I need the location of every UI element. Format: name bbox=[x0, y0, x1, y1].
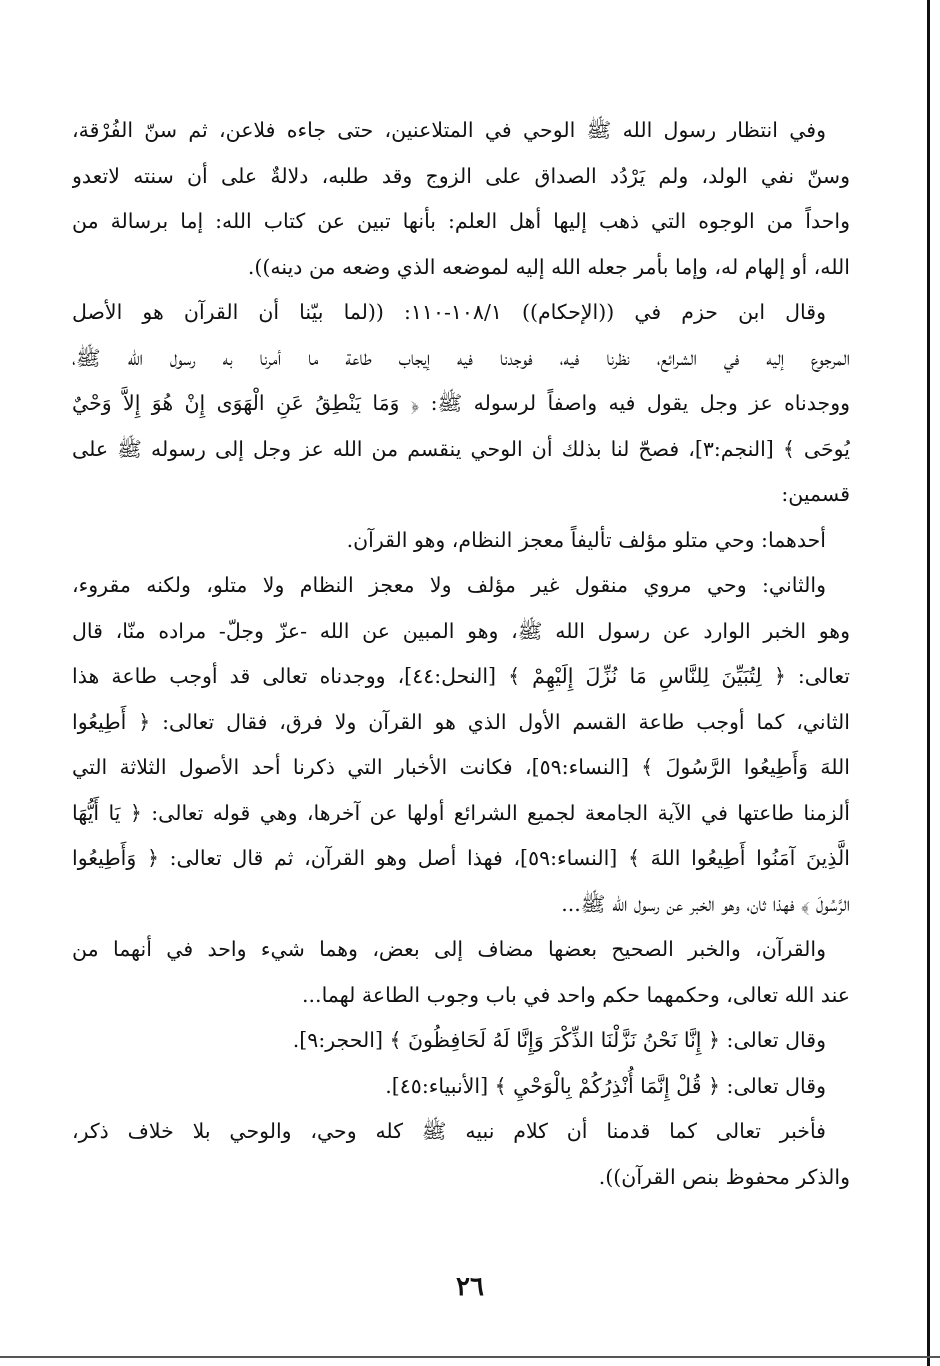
text-line: تعالى: ﴿ لِتُبَيِّنَ لِلنَّاسِ مَا نُزِّلَ إِلَيْهِمْ ﴾ [النحل:٤٤]، ووجدناه تعالى قد أوجب طاعة هذا bbox=[72, 664, 850, 688]
text-line: اللهَ وَأَطِيعُوا الرَّسُولَ ﴾ [النساء:٥٩]، فكانت الأخبار التي ذكرنا أحد الأصول الثلاثة التي bbox=[72, 755, 850, 779]
text-line: فأخبر تعالى كما قدمنا أن كلام نبيه ﷺ كله وحي، والوحي بلا خلاف ذكر، bbox=[72, 1119, 826, 1143]
page-number: ٢٦ bbox=[456, 1272, 484, 1302]
text-line: عند الله تعالى، وحكمهما حكم واحد في باب وجوب الطاعة لهما... bbox=[302, 982, 850, 1007]
text-line: والقرآن، والخبر الصحيح بعضها مضاف إلى بعض، وهما شيء واحد في أنهما من bbox=[72, 937, 826, 961]
body-text bbox=[72, 108, 850, 1200]
text-line: واحداً من الوجوه التي ذهب إليها أهل العلم: بأنها تبين عن كتاب الله: إما برسالة من bbox=[72, 209, 850, 233]
text-line: الَّذِينَ آمَنُوا أَطِيعُوا اللهَ ﴾ [النساء:٥٩]، فهذا أصل وهو القرآن، ثم قال تعالى: ﴿ وَأَطِيعُوا bbox=[72, 846, 850, 870]
text-line: وقال تعالى: ﴿ قُلْ إِنَّمَا أُنْذِرُكُمْ بِالْوَحْيِ ﴾ [الأنبياء:٤٥]. bbox=[385, 1073, 826, 1098]
text-line: أحدهما: وحي متلو مؤلف تأليفاً معجز النظام، وهو القرآن. bbox=[346, 527, 826, 552]
text-line: ووجدناه عز وجل يقول فيه واصفاً لرسوله ﷺ: ﴿ وَمَا يَنْطِقُ عَنِ الْهَوَى إِنْ هُوَ إِلاَّ وَحْيٌ bbox=[72, 391, 850, 415]
text-line: ألزمنا طاعتها في الآية الجامعة لجميع الشرائع أولها عن آخرها، وهي قوله تعالى: ﴿ يَا أَيُّهَا bbox=[72, 800, 850, 825]
text-line: يُوحَى ﴾ [النجم:٣]، فصحّ لنا بذلك أن الوحي ينقسم من الله عز وجل إلى رسوله ﷺ على bbox=[72, 436, 850, 461]
text-line: الله، أو إلهام له، وإما بأمر جعله الله إليه لموضعه الذي وضعه من دينه)). bbox=[247, 254, 850, 279]
text-line: المرجوع إليه في الشرائع، نظرنا فيه، فوجدنا فيه إيجاب طاعة ما أمرنا به رسول الله ﷺ، bbox=[72, 345, 850, 370]
text-line: قسمين: bbox=[781, 482, 850, 506]
text-line: وسنّ نفي الولد، ولم يَرْدُد الصداق على الزوج وقد طلبه، دلالةٌ على أن سنته لاتعدو bbox=[72, 163, 850, 188]
text-line: وقال ابن حزم في ((الإحكام)) ١٠٨/١-١١٠: ((لما بيّنا أن القرآن هو الأصل bbox=[72, 300, 826, 324]
text-line: والثاني: وحي مروي منقول غير مؤلف ولا معجز النظام ولا متلو، ولكنه مقروء، bbox=[72, 573, 826, 597]
text-line: والذكر محفوظ بنص القرآن)). bbox=[598, 1164, 850, 1189]
text-line: وهو الخبر الوارد عن رسول الله ﷺ، وهو المبين عن الله -عزّ وجلّ- مراده منّا، قال bbox=[72, 618, 850, 643]
text-line: الثاني، كما أوجب طاعة القسم الأول الذي هو القرآن ولا فرق، فقال تعالى: ﴿ أَطِيعُوا bbox=[72, 709, 850, 734]
text-line: وقال تعالى: ﴿ إِنَّا نَحْنُ نَزَّلْنَا الذِّكْرَ وَإِنَّا لَهُ لَحَافِظُونَ ﴾ [الحجر:٩]. bbox=[292, 1028, 826, 1052]
text-line: وفي انتظار رسول الله ﷺ الوحي في المتلاعنين، حتى جاءه فلاعن، ثم سنّ الفُرْقة، bbox=[72, 118, 826, 142]
text-line: الرَّسُولَ ﴾ فهذا ثان، وهو الخبر عن رسول الله ﷺ... bbox=[561, 891, 850, 916]
scan-bottom-edge bbox=[0, 1356, 940, 1358]
scan-edge-line bbox=[927, 0, 930, 1366]
